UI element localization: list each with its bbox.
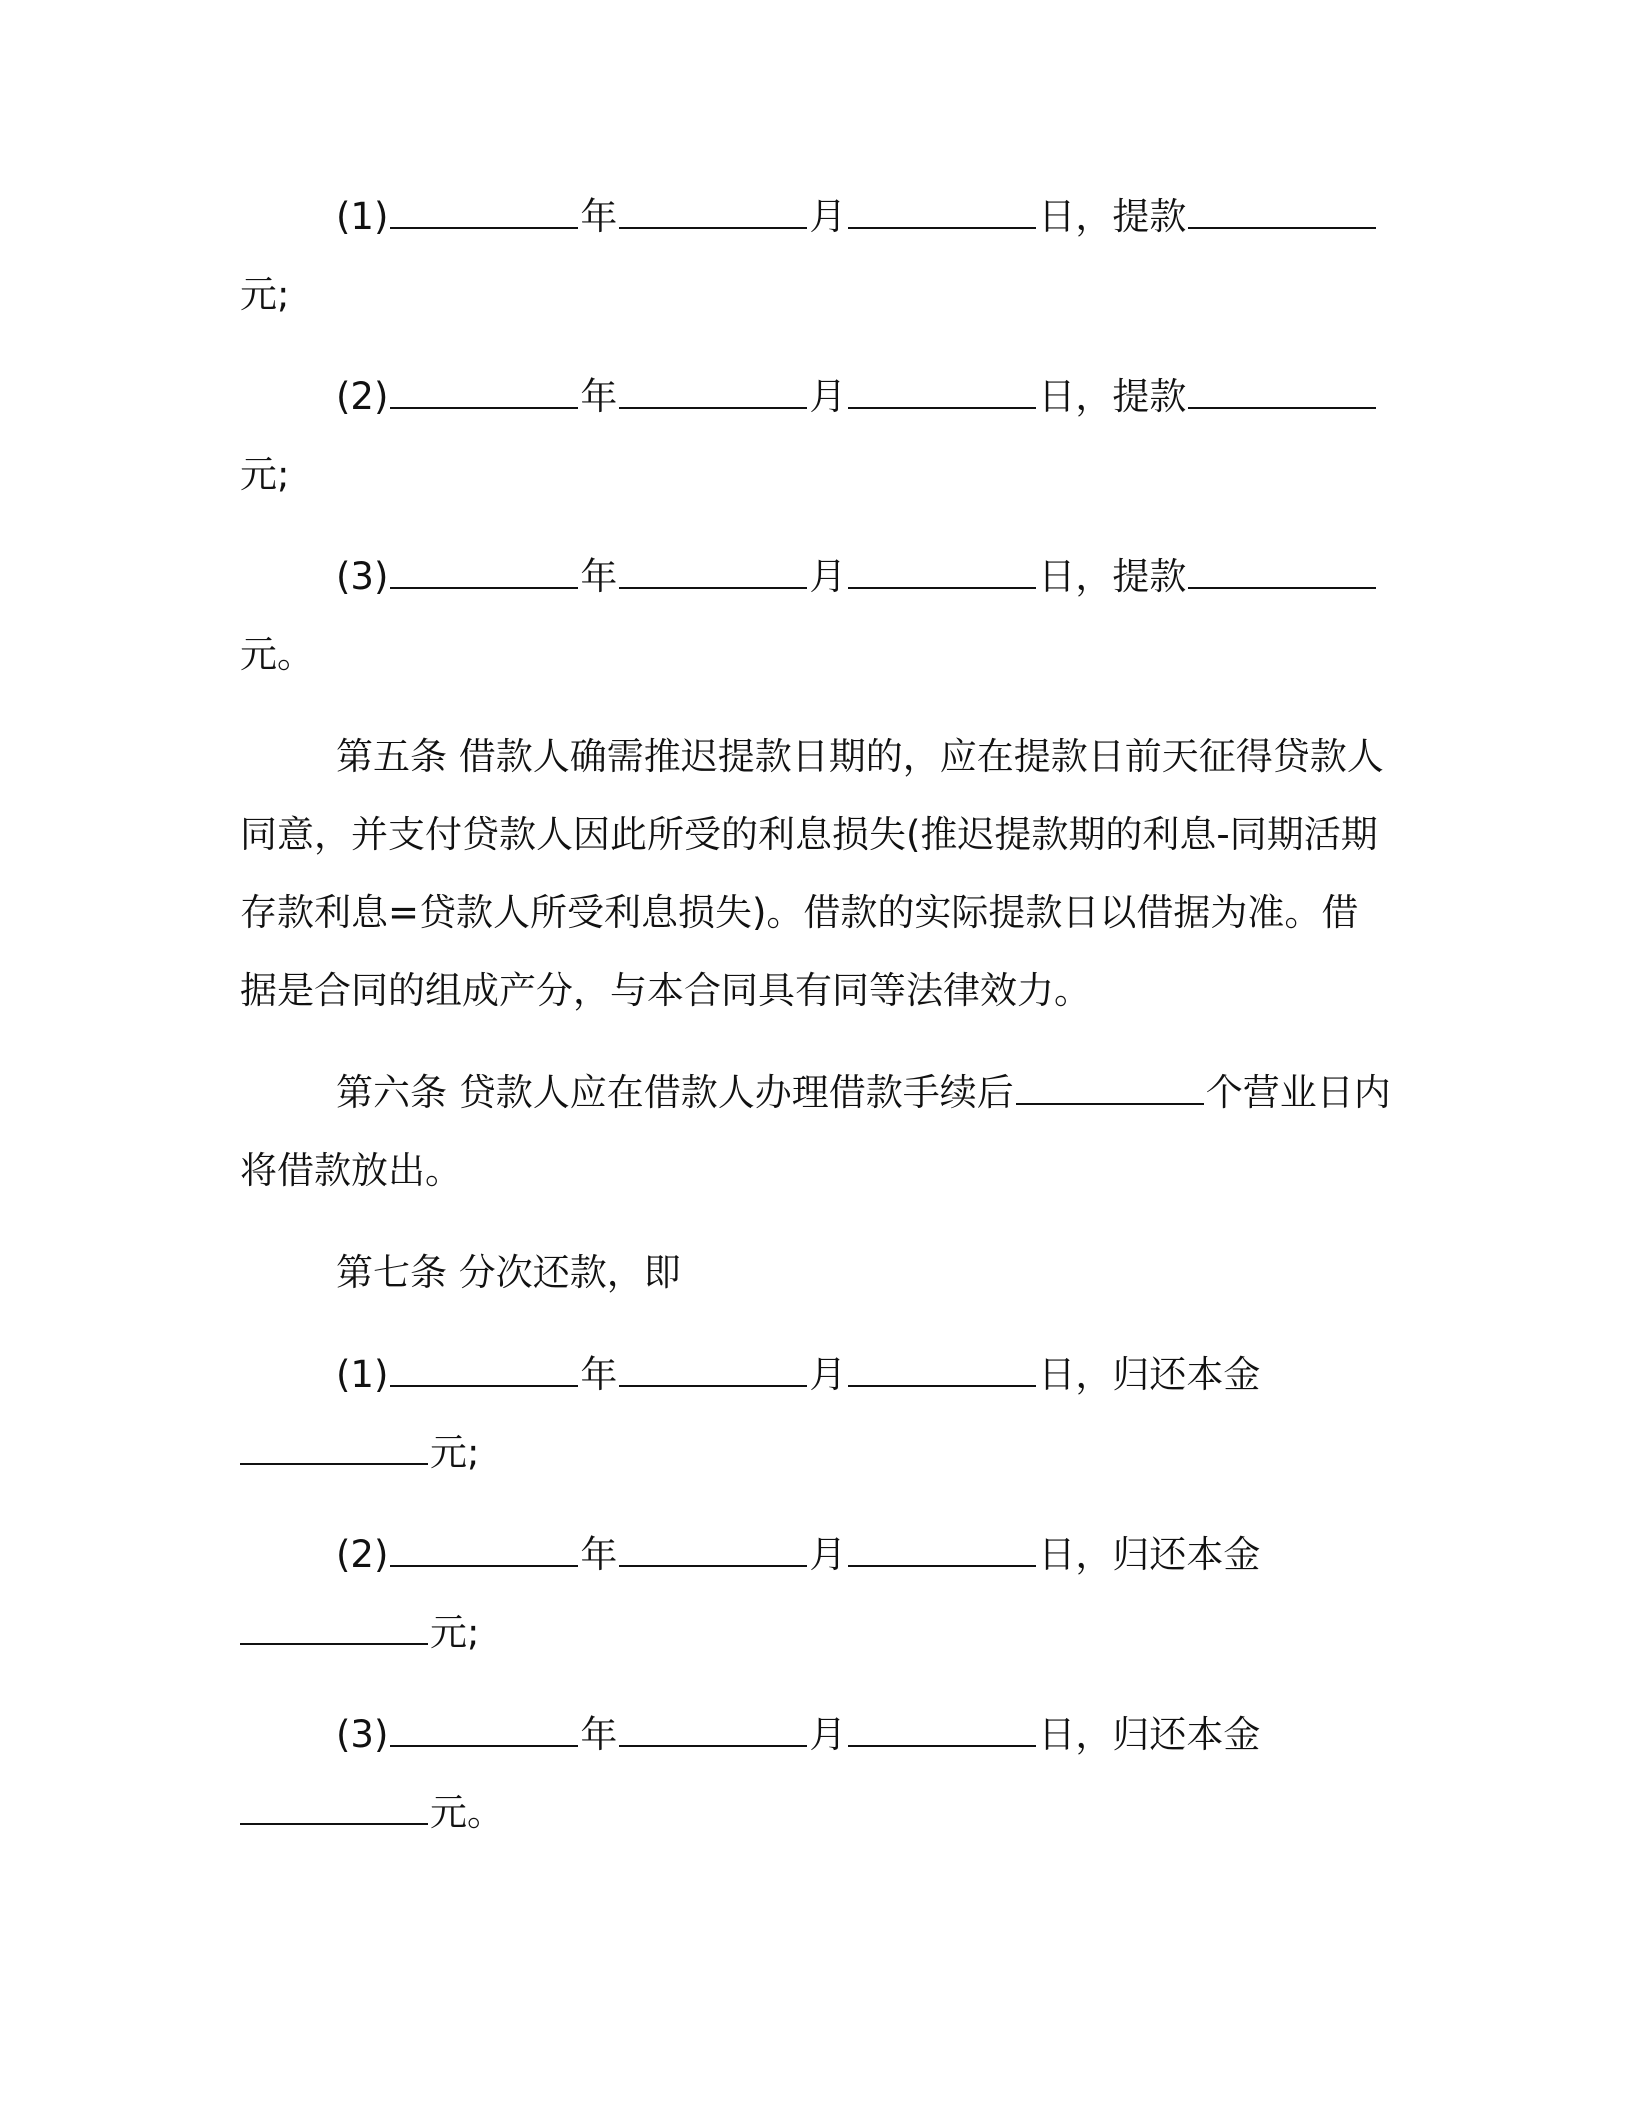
- month-blank[interactable]: [619, 377, 807, 409]
- article-5: 第五条 借款人确需推迟提款日期的，应在提款日前天征得贷款人 同意，并支付贷款人因此所受的利息损失(推迟提款期的利息-同期活期 存款利息=贷款人所受利息损失)。借款的实际提款日以借据为准。借 据是合同的组成产分，与本合同具有同等法律效力。: [240, 735, 1384, 1012]
- month-blank[interactable]: [619, 1355, 807, 1387]
- amount-blank[interactable]: [240, 1433, 428, 1465]
- business-days-blank[interactable]: [1016, 1073, 1204, 1105]
- month-blank[interactable]: [619, 1535, 807, 1567]
- month-blank[interactable]: [619, 557, 807, 589]
- unit-text: 元。: [430, 1791, 504, 1834]
- year-blank[interactable]: [390, 197, 578, 229]
- unit-text: 元;: [430, 1611, 480, 1654]
- item-number: (1): [336, 1353, 389, 1396]
- item-number: (3): [336, 555, 389, 598]
- year-blank[interactable]: [390, 377, 578, 409]
- repay-item-3: (3) 年 月 日，归还本金 元。: [240, 1696, 1400, 1852]
- day-blank[interactable]: [848, 557, 1036, 589]
- repay-item-2: (2) 年 月 日，归还本金 元;: [240, 1516, 1400, 1672]
- draw-item-1: (1) 年 月 日，提款 元;: [240, 178, 1400, 334]
- day-blank[interactable]: [848, 1715, 1036, 1747]
- month-blank[interactable]: [619, 1715, 807, 1747]
- day-blank[interactable]: [848, 1535, 1036, 1567]
- unit-text: 元;: [240, 453, 290, 496]
- repay-item-1: (1) 年 月 日，归还本金 元;: [240, 1336, 1400, 1492]
- day-blank[interactable]: [848, 377, 1036, 409]
- draw-item-3: (3) 年 月 日，提款 元。: [240, 538, 1400, 694]
- year-blank[interactable]: [390, 1535, 578, 1567]
- amount-blank[interactable]: [240, 1613, 428, 1645]
- amount-blank[interactable]: [1188, 197, 1376, 229]
- item-number: (1): [336, 195, 389, 238]
- year-blank[interactable]: [390, 1355, 578, 1387]
- month-blank[interactable]: [619, 197, 807, 229]
- article-7: 第七条 分次还款，即: [336, 1251, 681, 1294]
- unit-text: 元;: [240, 273, 290, 316]
- day-blank[interactable]: [848, 197, 1036, 229]
- amount-blank[interactable]: [1188, 377, 1376, 409]
- item-number: (3): [336, 1713, 389, 1756]
- year-blank[interactable]: [390, 1715, 578, 1747]
- article-6: 第六条 贷款人应在借款人办理借款手续后 个营业日内 将借款放出。: [240, 1071, 1391, 1192]
- amount-blank[interactable]: [1188, 557, 1376, 589]
- day-blank[interactable]: [848, 1355, 1036, 1387]
- amount-blank[interactable]: [240, 1793, 428, 1825]
- unit-text: 元。: [240, 633, 314, 676]
- year-blank[interactable]: [390, 557, 578, 589]
- unit-text: 元;: [430, 1431, 480, 1474]
- item-number: (2): [336, 1533, 389, 1576]
- item-number: (2): [336, 375, 389, 418]
- draw-item-2: (2) 年 月 日，提款 元;: [240, 358, 1400, 514]
